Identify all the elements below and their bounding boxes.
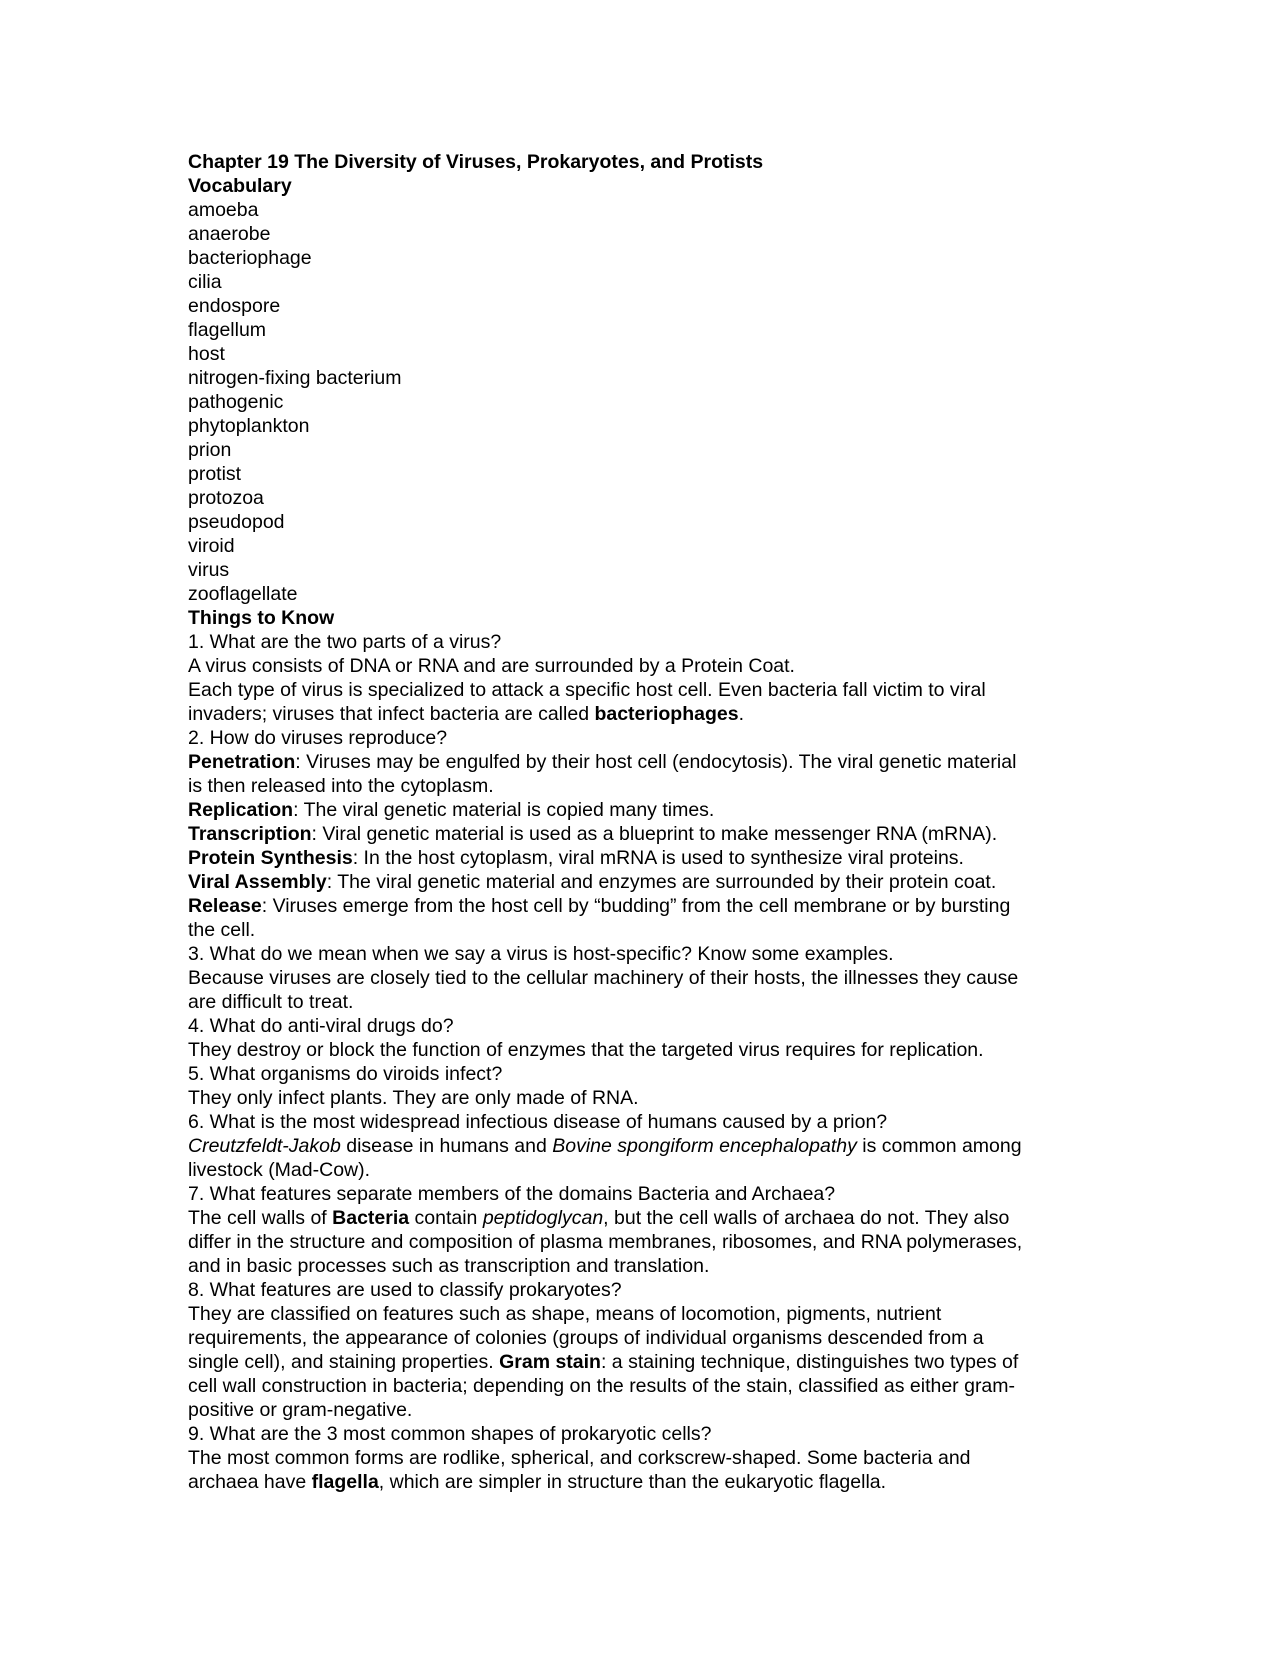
text-run: is then released into the cytoplasm. [188,775,494,797]
text-line [188,870,1088,894]
text-run: The cell walls of [188,1207,333,1229]
text-line [188,822,1088,846]
text-line [188,1470,1088,1494]
text-run: The most common forms are rodlike, spherical, and corkscrew-shaped. Some bacteria and [188,1447,971,1469]
chapter-title: Chapter 19 The Diversity of Viruses, Prokaryotes, and Protists [188,151,764,173]
text-line [188,1326,1088,1350]
text-run: 6. What is the most widespread infectious disease of humans caused by a prion? [188,1111,888,1133]
text-run: Each type of virus is specialized to attack a specific host cell. Even bacteria fall victim to viral [188,679,986,701]
text-run: : In the host cytoplasm, viral mRNA is used to synthesize viral proteins. [352,847,964,869]
text-line [188,918,1088,942]
vocab-item: anaerobe [188,223,271,245]
text-line [188,702,1088,726]
text-line [188,1374,1088,1398]
text-line [188,1062,1088,1086]
text-run: They only infect plants. They are only made of RNA. [188,1087,639,1109]
text-line [188,630,1088,654]
text-run: cell wall construction in bacteria; depending on the results of the stain, classified as either gram- [188,1375,1016,1397]
bold-term: Penetration [188,751,296,773]
text-run: : Viral genetic material is used as a blueprint to make messenger RNA (mRNA). [311,823,998,845]
text-line [188,798,1088,822]
text-run: differ in the structure and composition of plasma membranes, ribosomes, and RNA polymerases, [188,1231,1023,1253]
vocab-item: bacteriophage [188,247,312,269]
text-run: livestock (Mad-Cow). [188,1159,371,1181]
text-run: : a staining technique, distinguishes two types of [600,1351,1019,1373]
text-run: positive or gram-negative. [188,1399,413,1421]
text-line [188,1014,1088,1038]
text-run: Because viruses are closely tied to the cellular machinery of their hosts, the illnesses they cause [188,967,1019,989]
vocab-item: nitrogen-fixing bacterium [188,367,402,389]
vocab-item: virus [188,559,230,581]
vocab-item: protozoa [188,487,264,509]
bold-term: Transcription [188,823,312,845]
text-line [188,1206,1088,1230]
text-run: : The viral genetic material and enzymes are surrounded by their protein coat. [326,871,997,893]
vocab-item: endospore [188,295,281,317]
text-run: They destroy or block the function of enzymes that the targeted virus requires for replication. [188,1039,984,1061]
text-line [188,654,1088,678]
text-line [188,1254,1088,1278]
text-line [188,1086,1088,1110]
text-line [188,726,1088,750]
italic-term: Creutzfeldt-Jakob [188,1135,341,1157]
text-line [188,990,1088,1014]
text-run: disease in humans and [340,1135,553,1157]
text-run: is common among [856,1135,1022,1157]
text-line [188,966,1088,990]
text-run: and in basic processes such as transcription and translation. [188,1255,710,1277]
text-run: , but the cell walls of archaea do not. They also [603,1207,1010,1229]
text-line [188,894,1088,918]
bold-term: Protein Synthesis [188,847,353,869]
text-line [188,1230,1088,1254]
text-run: requirements, the appearance of colonies (groups of individual organisms descended from a [188,1327,984,1349]
text-line [188,1038,1088,1062]
bold-term: bacteriophages [594,703,739,725]
text-run: 5. What organisms do viroids infect? [188,1063,503,1085]
text-line [188,1110,1088,1134]
text-run: single cell), and staining properties. [188,1351,500,1373]
bold-term: Replication [188,799,294,821]
text-line [188,1278,1088,1302]
vocabulary-heading: Vocabulary [188,175,292,197]
vocab-item: viroid [188,535,235,557]
things-to-know-heading: Things to Know [188,607,335,629]
text-run: A virus consists of DNA or RNA and are surrounded by a Protein Coat. [188,655,795,677]
vocab-item: phytoplankton [188,415,310,437]
text-line [188,1158,1088,1182]
text-run: : Viruses emerge from the host cell by “budding” from the cell membrane or by bursting [261,895,1011,917]
vocab-item: amoeba [188,199,259,221]
document-body [188,150,1088,1494]
text-run: contain [409,1207,483,1229]
italic-term: peptidoglycan [482,1207,604,1229]
text-line [188,1422,1088,1446]
text-line [188,1398,1088,1422]
text-line [188,678,1088,702]
text-run: 4. What do anti-viral drugs do? [188,1015,454,1037]
text-run: : The viral genetic material is copied many times. [293,799,715,821]
text-run: are difficult to treat. [188,991,354,1013]
text-line [188,750,1088,774]
text-line [188,846,1088,870]
text-line [188,1182,1088,1206]
text-line [188,1446,1088,1470]
text-run: 2. How do viruses reproduce? [188,727,448,749]
vocab-item: flagellum [188,319,267,341]
vocabulary-list [188,198,1088,606]
text-line [188,1302,1088,1326]
text-run: They are classified on features such as shape, means of locomotion, pigments, nutrient [188,1303,942,1325]
text-run: . [738,703,745,725]
text-run: 8. What features are used to classify prokaryotes? [188,1279,622,1301]
bold-term: Viral Assembly [188,871,327,893]
text-run: 9. What are the 3 most common shapes of prokaryotic cells? [188,1423,712,1445]
text-run: 1. What are the two parts of a virus? [188,631,502,653]
vocab-item: prion [188,439,232,461]
italic-term: Bovine spongiform encephalopathy [552,1135,857,1157]
vocab-item: protist [188,463,242,485]
text-run: 3. What do we mean when we say a virus is host-specific? Know some examples. [188,943,894,965]
text-run: the cell. [188,919,256,941]
things-to-know-body [188,630,1088,1494]
vocab-item: zooflagellate [188,583,298,605]
text-line [188,1350,1088,1374]
vocab-item: host [188,343,225,365]
text-run: 7. What features separate members of the domains Bacteria and Archaea? [188,1183,836,1205]
bold-term: Gram stain [499,1351,601,1373]
text-run: , which are simpler in structure than the eukaryotic flagella. [378,1471,887,1493]
text-run: archaea have [188,1471,312,1493]
vocab-item: pathogenic [188,391,284,413]
vocab-item: pseudopod [188,511,285,533]
text-run: : Viruses may be engulfed by their host cell (endocytosis). The viral genetic material [295,751,1017,773]
bold-term: Bacteria [332,1207,410,1229]
vocab-item: cilia [188,271,222,293]
bold-term: flagella [311,1471,379,1493]
text-line [188,942,1088,966]
text-run: invaders; viruses that infect bacteria are called [188,703,595,725]
text-line [188,774,1088,798]
bold-term: Release [188,895,262,917]
text-line [188,1134,1088,1158]
